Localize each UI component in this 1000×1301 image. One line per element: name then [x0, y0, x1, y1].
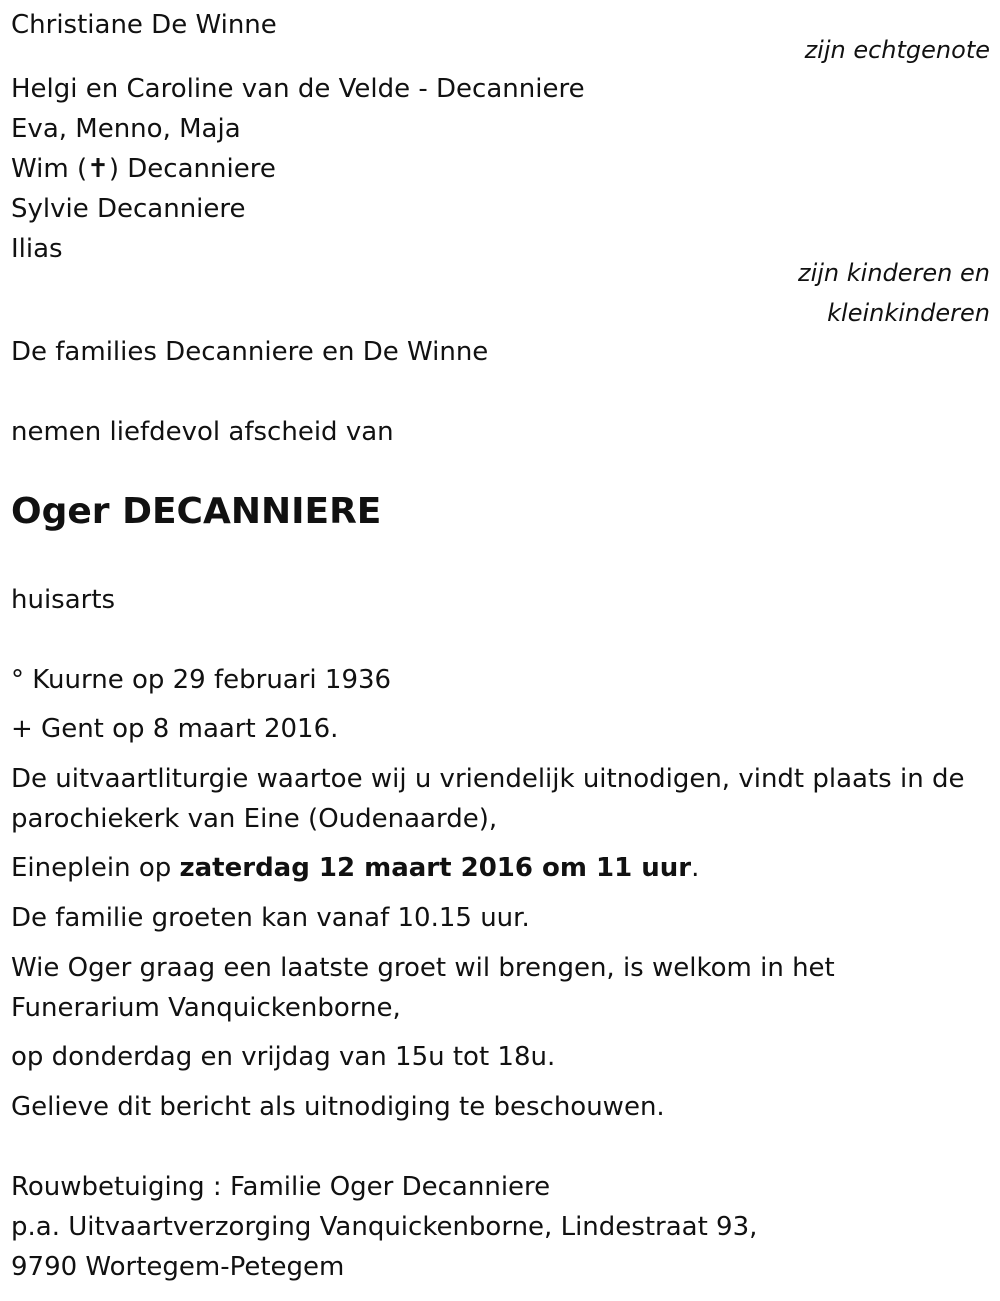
- profession: huisarts: [11, 585, 116, 615]
- ceremony-place: Eineplein op: [11, 853, 180, 883]
- ceremony-line-1: De uitvaartliturgie waartoe wij u vriendelijk uitnodigen, vindt plaats in de: [11, 764, 965, 794]
- greeting-time: De familie groeten kan vanaf 10.15 uur.: [11, 903, 530, 933]
- ceremony-period: .: [691, 853, 700, 883]
- visitation-line-1: Wie Oger graag een laatste groet wil brengen, is welkom in het: [11, 953, 835, 983]
- children-line-2: Eva, Menno, Maja: [11, 114, 241, 144]
- ceremony-line-3: [11, 848, 699, 888]
- condolences-line-2: p.a. Uitvaartverzorging Vanquickenborne, Lindestraat 93,: [11, 1212, 758, 1242]
- deceased-name: Oger DECANNIERE: [11, 491, 382, 532]
- children-role-line-2: kleinkinderen: [827, 299, 990, 327]
- families: De families Decanniere en De Winne: [11, 337, 489, 367]
- farewell-intro: nemen liefdevol afscheid van: [11, 417, 394, 447]
- visitation-line-2: Funerarium Vanquickenborne,: [11, 993, 401, 1023]
- children-line-1: Helgi en Caroline van de Velde - Decanniere: [11, 74, 585, 104]
- ceremony-datetime: zaterdag 12 maart 2016 om 11 uur: [179, 853, 692, 883]
- spouse-role: zijn echtgenote: [804, 36, 990, 64]
- death-line: + Gent op 8 maart 2016.: [11, 714, 339, 744]
- children-line-5: Ilias: [11, 234, 63, 264]
- condolences-line-1: Rouwbetuiging : Familie Oger Decanniere: [11, 1172, 551, 1202]
- children-line-3: Wim (✝) Decanniere: [11, 154, 276, 184]
- condolences-line-3: 9790 Wortegem-Petegem: [11, 1252, 345, 1282]
- children-line-4: Sylvie Decanniere: [11, 194, 246, 224]
- spouse-name: Christiane De Winne: [11, 10, 277, 40]
- birth-line: ° Kuurne op 29 februari 1936: [11, 665, 392, 695]
- children-role-line-1: zijn kinderen en: [798, 259, 990, 287]
- visitation-line-3: op donderdag en vrijdag van 15u tot 18u.: [11, 1042, 556, 1072]
- invitation-note: Gelieve dit bericht als uitnodiging te beschouwen.: [11, 1092, 665, 1122]
- ceremony-line-2: parochiekerk van Eine (Oudenaarde),: [11, 804, 498, 834]
